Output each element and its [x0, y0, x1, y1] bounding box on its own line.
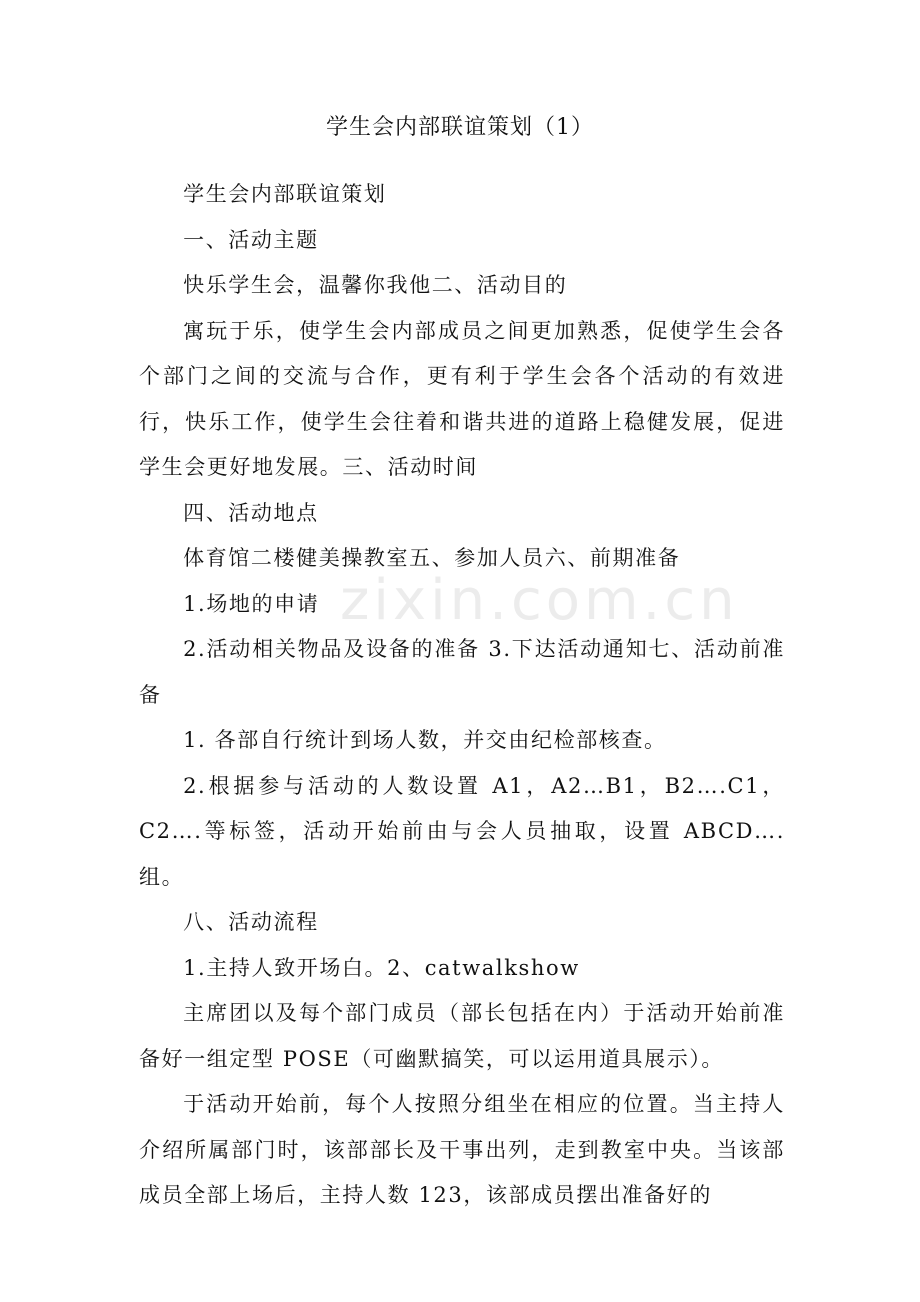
- paragraph: 学生会内部联谊策划: [183, 182, 387, 206]
- paragraph: 八、活动流程: [183, 910, 319, 934]
- paragraph: 于活动开始前，每个人按照分组坐在相应的位置。当主持人介绍所属部门时，该部部长及干事出列，走到教室中央。当该部成员全部上场后，主持人数 123，该部成员摆出准备好的: [139, 1092, 785, 1207]
- paragraph: 四、活动地点: [183, 500, 319, 525]
- paragraph: 1.主持人致开场白。2、catwalkshow: [183, 955, 580, 980]
- document-body: [139, 172, 785, 1219]
- paragraph: 体育馆二楼健美操教室五、参加人员六、前期准备: [183, 546, 681, 570]
- paragraph: 2.活动相关物品及设备的准备 3.下达活动通知七、活动前准备: [139, 637, 785, 707]
- paragraph: 主席团以及每个部门成员（部长包括在内）于活动开始前准备好一组定型 POSE（可幽默搞笑，可以运用道具展示）。: [139, 1001, 785, 1071]
- paragraph: 1. 各部自行统计到场人数，并交由纪检部核查。: [183, 728, 667, 752]
- paragraph: 1.场地的申请: [183, 591, 320, 616]
- watermark: zixin.com.cn: [340, 568, 739, 633]
- document-title: 学生会内部联谊策划（1）: [326, 115, 594, 140]
- paragraph: 2.根据参与活动的人数设置 A1，A2…B1，B2….C1，C2….等标签，活动开始前由与会人员抽取，设置 ABCD….组。: [139, 773, 785, 889]
- paragraph: 快乐学生会，温馨你我他二、活动目的: [183, 273, 568, 297]
- paragraph: 寓玩于乐，使学生会内部成员之间更加熟悉，促使学生会各个部门之间的交流与合作，更有利于学生会各个活动的有效进行，快乐工作，使学生会往着和谐共进的道路上稳健发展，促进学生会更好地发展。三、活动时间: [139, 318, 785, 479]
- paragraph: 一、活动主题: [183, 227, 319, 252]
